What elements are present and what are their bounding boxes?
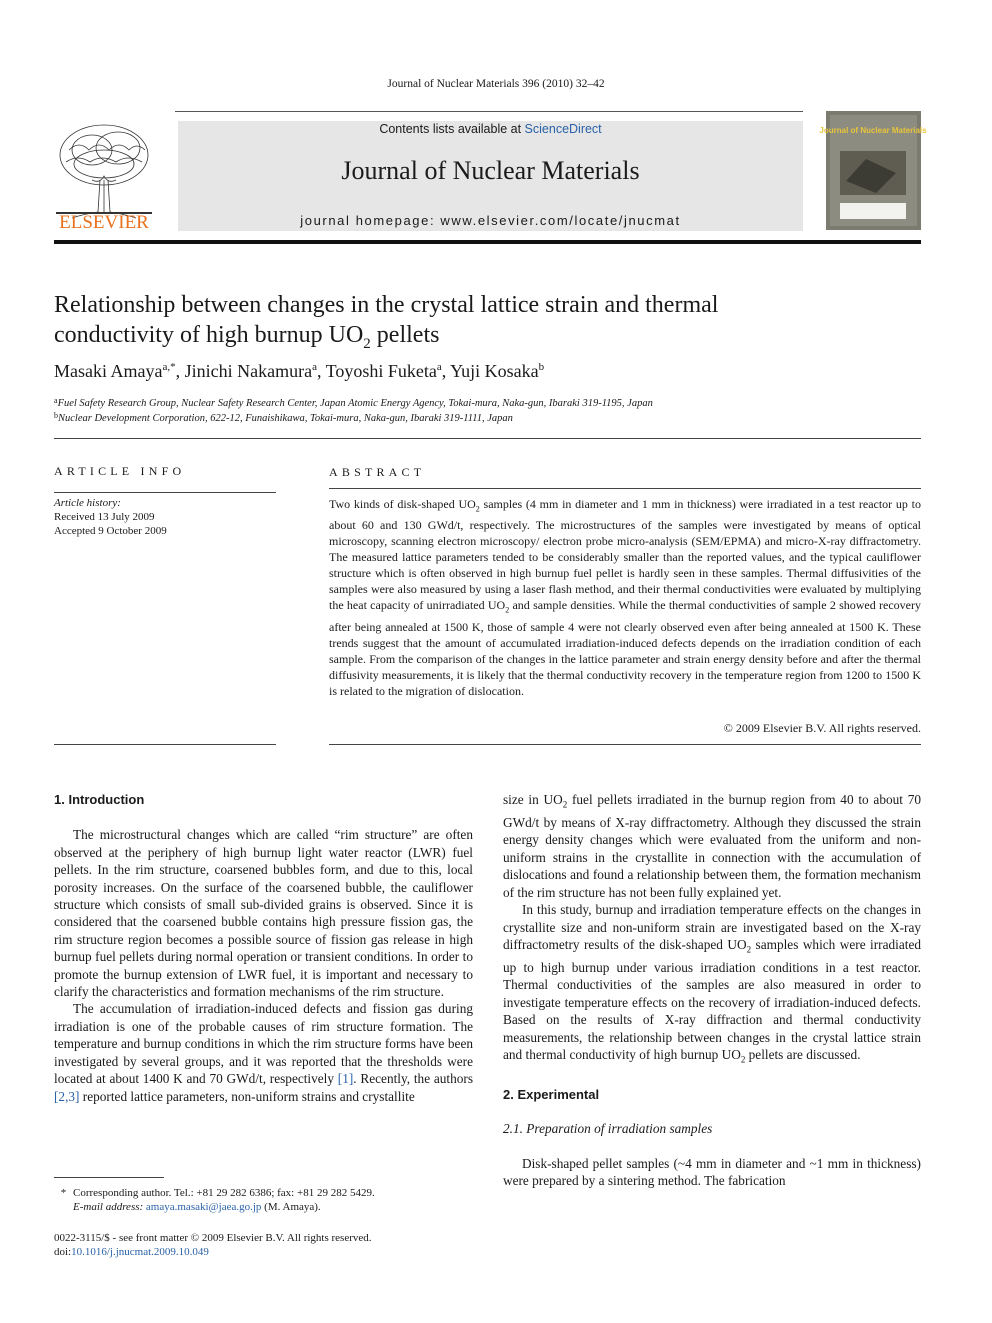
doi-link[interactable]: 10.1016/j.jnucmat.2009.10.049	[71, 1246, 209, 1258]
experimental-paragraph-1: Disk-shaped pellet samples (~4 mm in diameter and ~1 mm in thickness) were prepared by a sintering method. The fabrication	[503, 1155, 921, 1189]
footnote-rule	[54, 1177, 164, 1178]
affiliation-marker: b	[54, 411, 58, 420]
intro-paragraph-3: In this study, burnup and irradiation temperature effects on the changes in crystallite size and non-uniform strain are investigated based on the X-ray diffractometry results of the disk-shaped $UO_2$ samples which were irradiated up to high burnup under various irradiation conditions in a test reactor. Thermal conductivities of the samples are also measured in order to investigate temperature effects on the recovery of irradiation-induced defects. Based on the results of X-ray diffraction and thermal conductivity measurements, the relationship between changes in the crystal lattice strain and thermal conductivity of high burnup $UO_2$ pellets are discussed.	[503, 902, 921, 1065]
author-name[interactable]: Masaki Amaya	[54, 361, 163, 381]
author-separator: ,	[175, 361, 185, 381]
elsevier-logo[interactable]	[54, 120, 154, 232]
title-line-2-end: pellets	[370, 322, 440, 348]
journal-citation: Journal of Nuclear Materials 396 (2010) 32–42	[387, 78, 605, 90]
affiliation-a	[54, 396, 921, 409]
header-thick-rule	[54, 240, 921, 244]
cover-title: Journal of Nuclear Materials	[819, 126, 927, 135]
author-affil-marker[interactable]: a,*	[162, 361, 176, 373]
affiliation-marker: a	[54, 396, 58, 405]
article-info-rule	[54, 492, 276, 493]
doi-line: doi:10.1016/j.jnucmat.2009.10.049	[54, 1246, 209, 1258]
author-list	[54, 361, 921, 382]
intro-paragraph-2-continued: size in $UO_2$ fuel pellets irradiated in the burnup region from 40 to about 70 GWd/t by means of X-ray diffractometry. Although they discussed the strain energy density changes which were evaluated from the uniform and non-uniform strains in the crystallite in connection with the accumulation of dislocations and found a relationship between them, the formation mechanism of the rim structure has not been fully explained yet.	[503, 792, 922, 900]
elsevier-tree-icon	[54, 120, 154, 232]
journal-cover-thumbnail[interactable]	[819, 111, 927, 230]
abstract-copyright: © 2009 Elsevier B.V. All rights reserved.	[723, 721, 921, 735]
section-heading-experimental: 2. Experimental	[503, 1087, 600, 1103]
contents-line	[178, 122, 803, 136]
author-separator: ,	[441, 361, 451, 381]
abstract-rule	[329, 488, 921, 489]
article-title	[54, 290, 921, 359]
journal-homepage[interactable]: journal homepage: www.elsevier.com/locate/jnucmat	[300, 213, 681, 228]
abstract-bottom-rule	[329, 744, 921, 745]
abstract-text: Two kinds of disk-shaped $UO_2$ samples (4 mm in diameter and 1 mm in thickness) were irradiated in a test reactor up to about 60 and 130 GWd/t, respectively. The microstructures of the samples were investigated by means of optical microscopy, scanning electron microscopy/ electron probe micro-analysis (SEM/EPMA) and micro-X-ray diffractometry. The measured lattice parameters tended to be considerably smaller than the reported values, and the typical cauliflower structure which is often observed in high burnup fuel pellet is hardly seen in these samples. Thermal diffusivities of the samples were also measured by using a laser flash method, and their thermal conductivities were evaluated by multiplying the heat capacity of unirradiated $UO_2$ and sample densities. While the thermal conductivities of sample 2 showed recovery after being annealed at 1500 K, those of sample 4 were not clearly observed even after being annealed at 1500 K. These trends suggest that the amount of accumulated irradiation-induced defects depends on the irradiation condition of each sample. From the comparison of the changes in the lattice parameter and strain energy density before and after the thermal diffusivity measurements, it is likely that the thermal conductivity recovery in the temperature region from 1200 to 1500 K is related to the migration of dislocation.	[329, 497, 921, 698]
author-separator: ,	[316, 361, 326, 381]
intro-paragraph-2: The accumulation of irradiation-induced defects and fission gas during irradiation is one of the probable causes of rim structure formation. The temperature and burnup conditions in which the rim structure forms have been investigated by several groups, and it was reported that the thresholds were located at about 1400 K and 70 GWd/t, respectively [1]. Recently, the authors [2,3] reported lattice parameters, non-uniform strains and crystallite	[54, 1001, 473, 1104]
author-name[interactable]: Yuji Kosaka	[450, 361, 539, 381]
title-subscript: 2	[363, 335, 371, 352]
footnote-email: E-mail address: amaya.masaki@jaea.go.jp (M. Amaya).	[73, 1201, 321, 1213]
article-history-label: Article history:	[54, 497, 121, 509]
received-date: Received 13 July 2009	[54, 511, 155, 523]
affiliation-b	[54, 411, 921, 424]
accepted-date: Accepted 9 October 2009	[54, 525, 167, 537]
citation-ref-2-3[interactable]: [2,3]	[54, 1088, 80, 1104]
title-line-2: conductivity of high burnup UO	[54, 322, 364, 348]
article-info-bottom-rule	[54, 744, 276, 745]
affiliation-text: Fuel Safety Research Group, Nuclear Safety Research Center, Japan Atomic Energy Agency, Tokai-mura, Naka-gun, Ibaraki 319-1195, Japan	[57, 398, 653, 409]
journal-cover-image	[819, 111, 927, 230]
email-link[interactable]: amaya.masaki@jaea.go.jp	[145, 1201, 262, 1213]
intro-paragraph-1: The microstructural changes which are called “rim structure” are often observed at the periphery of high burnup light water reactor (LWR) fuel pellets. In the rim structure, coarsened bubbles form, and due to this, local porosity increases. On the surface of the coarsened bubble, the cauliflower structure which consists of small sub-divided grains is observed. Since it is considered that the coarsened bubble contains high pressure fission gas, the rim structure region becomes a possible source of fission gas release in high burnup fuel pellets during normal operation or transient conditions. In order to promote the burnup extension of LWR fuel, it is important and necessary to clarify the characteristics and formation mechanisms of the rim structure.	[54, 827, 473, 1000]
subsection-heading-preparation: 2.1. Preparation of irradiation samples	[503, 1121, 713, 1137]
section-heading-introduction: 1. Introduction	[54, 792, 145, 807]
article-info-heading: ARTICLE INFO	[54, 464, 186, 478]
affiliation-rule	[54, 438, 921, 439]
citation-ref-1[interactable]: [1]	[337, 1071, 354, 1087]
abstract-heading: ABSTRACT	[329, 465, 426, 479]
elsevier-wordmark: ELSEVIER	[59, 212, 149, 233]
footnote-corresponding: * Corresponding author. Tel.: +81 29 282 6386; fax: +81 29 282 5429.	[60, 1187, 375, 1199]
author-affil-marker[interactable]: a	[312, 361, 317, 373]
author-name[interactable]: Jinichi Nakamura	[184, 361, 313, 381]
author-affil-marker[interactable]: a	[436, 361, 442, 373]
sciencedirect-link[interactable]: ScienceDirect	[524, 122, 602, 136]
author-name[interactable]: Toyoshi Fuketa	[325, 361, 437, 381]
contents-prefix: Contents lists available at	[379, 122, 525, 136]
journal-name: Journal of Nuclear Materials	[341, 156, 640, 185]
header-top-rule	[175, 111, 803, 112]
title-line-1: Relationship between changes in the crystal lattice strain and thermal	[54, 292, 719, 318]
issn-line: 0022-3115/$ - see front matter © 2009 Elsevier B.V. All rights reserved.	[54, 1232, 372, 1244]
affiliation-text: Nuclear Development Corporation, 622-12, Funaishikawa, Tokai-mura, Naka-gun, Ibaraki 319-1111, Japan	[58, 413, 513, 424]
author-affil-marker[interactable]: b	[538, 361, 545, 373]
body-column-right	[503, 791, 921, 1190]
body-column-left	[54, 791, 473, 1105]
